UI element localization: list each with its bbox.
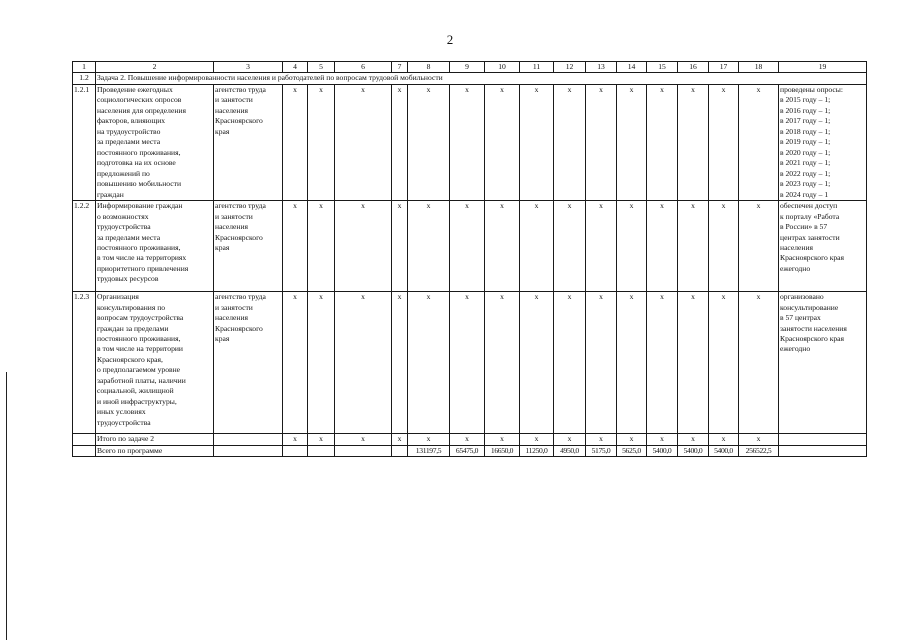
header-cell: 19	[779, 62, 867, 73]
mark-cell: x	[283, 292, 308, 434]
mark-cell: x	[308, 434, 335, 445]
header-cell: 3	[214, 62, 283, 73]
header-cell: 7	[392, 62, 408, 73]
text-line: и занятости	[215, 95, 253, 105]
header-cell: 8	[408, 62, 450, 73]
mark-cell: x	[392, 434, 408, 445]
text-line: Красноярского края,	[97, 354, 163, 364]
header-cell: 14	[617, 62, 647, 73]
row-number	[73, 434, 96, 445]
text-line: приоритетного привлечения	[97, 263, 189, 273]
executor	[214, 201, 283, 292]
executor	[214, 445, 283, 456]
mark-cell: x	[709, 434, 739, 445]
funding-value: 5400,0	[709, 445, 739, 456]
mark-cell: x	[283, 434, 308, 445]
text-line: постоянного проживания,	[97, 147, 181, 157]
text-line: постоянного проживания,	[97, 242, 181, 252]
section-number: 1.2	[73, 73, 96, 84]
mark-cell: x	[485, 84, 520, 200]
text-line: о предполагаемом уровне	[97, 365, 181, 375]
text-line: вопросам трудоустройства	[97, 313, 184, 323]
text-line: населения	[215, 313, 249, 323]
mark-cell: x	[586, 84, 617, 200]
mark-cell: x	[647, 201, 678, 292]
text-line: в 2018 году – 1;	[780, 126, 831, 136]
mark-cell: x	[392, 292, 408, 434]
mark-cell: x	[335, 434, 392, 445]
text-line: населения для определения	[97, 105, 186, 115]
text-line: Красноярского края	[780, 333, 845, 343]
text-line: в 2016 году – 1;	[780, 105, 831, 115]
text-line: в 2017 году – 1;	[780, 116, 831, 126]
text-line: о возможностях	[97, 211, 149, 221]
text-line: подготовка на их основе	[97, 158, 176, 168]
text-line: ежегодно	[780, 344, 811, 354]
funding-value: 131197,5	[408, 445, 450, 456]
mark-cell: x	[586, 292, 617, 434]
text-line: занятости населения	[780, 323, 847, 333]
text-line: в том числе на территориях	[97, 253, 187, 263]
header-cell: 5	[308, 62, 335, 73]
funding-value: 5175,0	[586, 445, 617, 456]
mark-cell: x	[408, 201, 450, 292]
mark-cell: x	[678, 434, 709, 445]
mark-cell: x	[450, 201, 485, 292]
header-cell: 13	[586, 62, 617, 73]
mark-cell: x	[586, 434, 617, 445]
text-line: Красноярского	[215, 323, 263, 333]
header-row	[73, 62, 867, 73]
activity-name	[96, 84, 214, 200]
mark-cell: x	[647, 292, 678, 434]
mark-cell: x	[617, 292, 647, 434]
row-number: 1.2.2	[73, 201, 96, 292]
text-line: консультирование	[780, 302, 839, 312]
mark-cell: x	[554, 292, 586, 434]
mark-cell: x	[520, 434, 554, 445]
section-title: Задача 2. Повышение информированности населения и работодателей по вопросам трудовой мобильности	[96, 73, 867, 84]
program-total-row	[73, 445, 867, 456]
mark-cell: x	[647, 434, 678, 445]
mark-cell: x	[450, 434, 485, 445]
text-line: трудоустройства	[97, 222, 151, 232]
mark-cell: x	[739, 84, 779, 200]
text-line: на трудоустройство	[97, 126, 161, 136]
program-table	[72, 61, 867, 457]
expected-result	[779, 84, 867, 200]
text-line: ежегодно	[780, 263, 811, 273]
text-line: края	[215, 242, 230, 252]
text-line: в 57 центрах	[780, 313, 821, 323]
mark-cell: x	[335, 201, 392, 292]
mark-cell: x	[308, 292, 335, 434]
mark-cell: x	[554, 201, 586, 292]
mark-cell: x	[617, 201, 647, 292]
funding-value: 11250,0	[520, 445, 554, 456]
text-line: консультирования по	[97, 302, 166, 312]
expected-result	[779, 434, 867, 445]
mark-cell: x	[617, 84, 647, 200]
funding-value	[392, 445, 408, 456]
section-row	[73, 73, 867, 84]
text-line: агентство труда	[215, 292, 266, 302]
text-line: Красноярского края	[780, 253, 845, 263]
text-line: населения	[215, 105, 249, 115]
text-line: и занятости	[215, 211, 253, 221]
executor	[214, 434, 283, 445]
mark-cell: x	[408, 292, 450, 434]
mark-cell: x	[450, 84, 485, 200]
text-line: в 2023 году – 1;	[780, 179, 831, 189]
table-row	[73, 292, 867, 434]
text-line: центрах занятости	[780, 232, 840, 242]
row-number: 1.2.1	[73, 84, 96, 200]
table-row	[73, 84, 867, 200]
task-total-label: Итого по задаче 2	[96, 434, 214, 445]
text-line: населения	[215, 222, 249, 232]
header-cell: 18	[739, 62, 779, 73]
text-line: иных условиях	[97, 407, 146, 417]
mark-cell: x	[678, 201, 709, 292]
text-line: края	[215, 126, 230, 136]
funding-value	[308, 445, 335, 456]
funding-value: 256522,5	[739, 445, 779, 456]
text-line: в 2021 году – 1;	[780, 158, 831, 168]
text-line: за пределами места	[97, 232, 161, 242]
header-cell: 17	[709, 62, 739, 73]
text-line: Информирование граждан	[97, 201, 183, 211]
activity-name	[96, 201, 214, 292]
header-cell: 15	[647, 62, 678, 73]
mark-cell: x	[709, 201, 739, 292]
executor	[214, 292, 283, 434]
funding-value: 4950,0	[554, 445, 586, 456]
scan-margin-line	[6, 372, 7, 640]
mark-cell: x	[392, 84, 408, 200]
mark-cell: x	[617, 434, 647, 445]
mark-cell: x	[283, 201, 308, 292]
mark-cell: x	[308, 201, 335, 292]
text-line: граждан за пределами	[97, 323, 169, 333]
mark-cell: x	[739, 292, 779, 434]
text-line: Проведение ежегодных	[97, 84, 173, 94]
activity-name	[96, 292, 214, 434]
mark-cell: x	[408, 434, 450, 445]
mark-cell: x	[283, 84, 308, 200]
text-line: в России» в 57	[780, 222, 828, 232]
text-line: предложений по	[97, 168, 150, 178]
mark-cell: x	[485, 201, 520, 292]
mark-cell: x	[485, 292, 520, 434]
text-line: агентство труда	[215, 84, 266, 94]
text-line: и иной инфраструктуры,	[97, 396, 177, 406]
page-number: 2	[446, 32, 454, 47]
funding-value	[283, 445, 308, 456]
text-line: постоянного проживания,	[97, 333, 181, 343]
mark-cell: x	[709, 84, 739, 200]
mark-cell: x	[308, 84, 335, 200]
text-line: социальной, жилищной	[97, 386, 174, 396]
text-line: Организация	[97, 292, 139, 302]
mark-cell: x	[739, 434, 779, 445]
mark-cell: x	[335, 84, 392, 200]
mark-cell: x	[520, 292, 554, 434]
header-cell: 6	[335, 62, 392, 73]
mark-cell: x	[739, 201, 779, 292]
mark-cell: x	[647, 84, 678, 200]
header-cell: 12	[554, 62, 586, 73]
text-line: в 2020 году – 1;	[780, 147, 831, 157]
text-line: населения	[780, 242, 814, 252]
row-number: 1.2.3	[73, 292, 96, 434]
mark-cell: x	[709, 292, 739, 434]
text-line: трудовых ресурсов	[97, 274, 159, 284]
text-line: организовано	[780, 292, 824, 302]
funding-value: 65475,0	[450, 445, 485, 456]
mark-cell: x	[408, 84, 450, 200]
mark-cell: x	[586, 201, 617, 292]
text-line: Красноярского	[215, 232, 263, 242]
expected-result	[779, 201, 867, 292]
text-line: к порталу «Работа	[780, 211, 840, 221]
text-line: факторов, влияющих	[97, 116, 166, 126]
mark-cell: x	[450, 292, 485, 434]
header-cell: 1	[73, 62, 96, 73]
text-line: проведены опросы:	[780, 84, 843, 94]
mark-cell: x	[520, 201, 554, 292]
funding-value	[335, 445, 392, 456]
funding-value: 5400,0	[678, 445, 709, 456]
header-cell: 4	[283, 62, 308, 73]
mark-cell: x	[678, 84, 709, 200]
mark-cell: x	[485, 434, 520, 445]
mark-cell: x	[554, 434, 586, 445]
task-total-row	[73, 434, 867, 445]
row-number	[73, 445, 96, 456]
text-line: в 2019 году – 1;	[780, 137, 831, 147]
text-line: за пределами места	[97, 137, 161, 147]
text-line: в 2024 году – 1	[780, 189, 829, 199]
text-line: социологических опросов	[97, 95, 182, 105]
mark-cell: x	[335, 292, 392, 434]
expected-result	[779, 292, 867, 434]
mark-cell: x	[678, 292, 709, 434]
text-line: в 2022 году – 1;	[780, 168, 831, 178]
header-cell: 2	[96, 62, 214, 73]
text-line: трудоустройства	[97, 417, 151, 427]
text-line: граждан	[97, 189, 124, 199]
table-row	[73, 201, 867, 292]
mark-cell: x	[392, 201, 408, 292]
mark-cell: x	[554, 84, 586, 200]
text-line: обеспечен доступ	[780, 201, 838, 211]
header-cell: 9	[450, 62, 485, 73]
funding-value: 16650,0	[485, 445, 520, 456]
executor	[214, 84, 283, 200]
text-line: повышению мобильности	[97, 179, 182, 189]
text-line: в том числе на территории	[97, 344, 183, 354]
expected-result	[779, 445, 867, 456]
funding-value: 5400,0	[647, 445, 678, 456]
header-cell: 10	[485, 62, 520, 73]
text-line: края	[215, 333, 230, 343]
header-cell: 11	[520, 62, 554, 73]
program-total-label: Всего по программе	[96, 445, 214, 456]
header-cell: 16	[678, 62, 709, 73]
text-line: и занятости	[215, 302, 253, 312]
funding-value: 5625,0	[617, 445, 647, 456]
mark-cell: x	[520, 84, 554, 200]
text-line: агентство труда	[215, 201, 266, 211]
text-line: заработной платы, наличии	[97, 375, 186, 385]
text-line: в 2015 году – 1;	[780, 95, 831, 105]
text-line: Красноярского	[215, 116, 263, 126]
